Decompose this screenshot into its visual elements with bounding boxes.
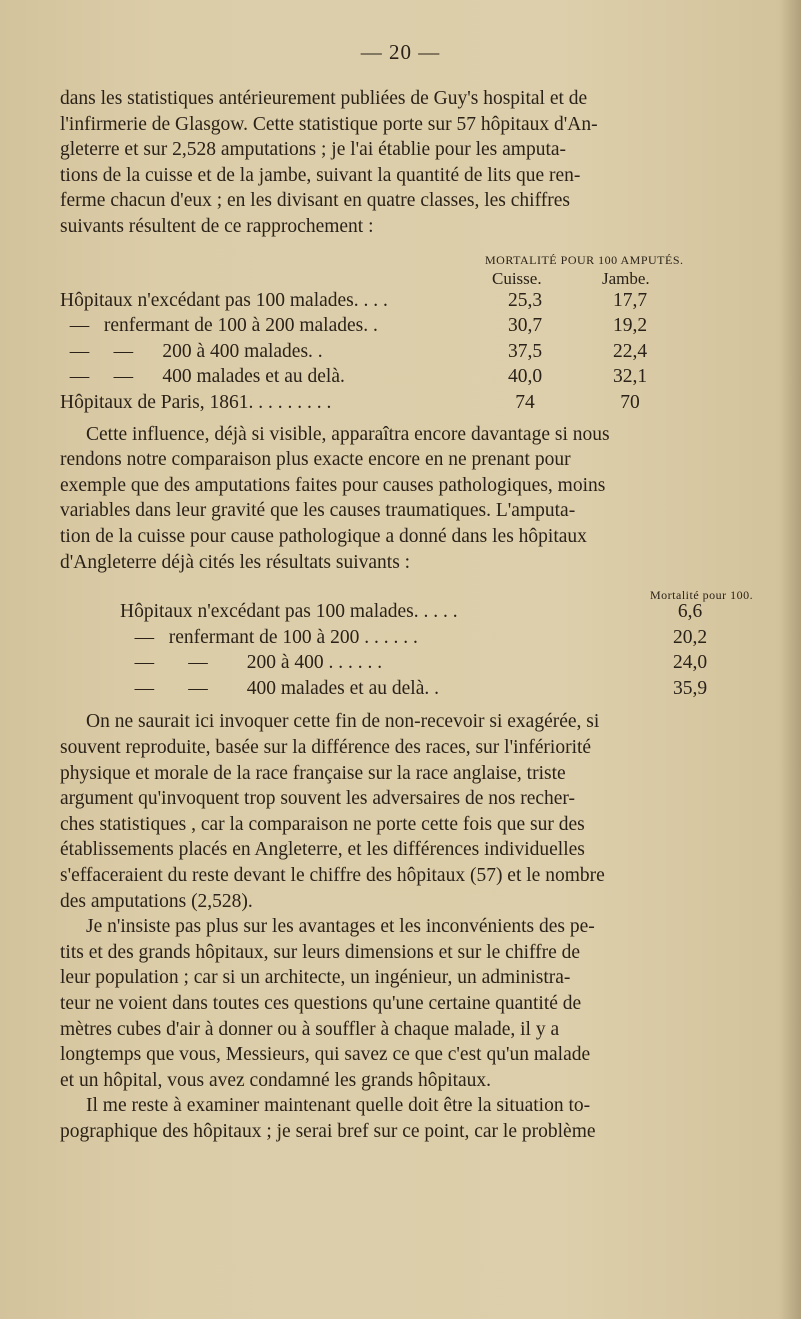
mortality-table-2 — [60, 579, 754, 701]
row-label: Hôpitaux n'excédant pas 100 malades. . . . — [60, 289, 388, 311]
text-line: tion de la cuisse pour cause pathologique a donné dans les hôpitaux — [60, 525, 587, 547]
text-line: argument qu'invoquent trop souvent les adversaires de nos recher- — [60, 788, 576, 810]
table-row — [60, 339, 740, 365]
text-line: exemple que des amputations faites pour causes pathologiques, moins — [60, 474, 606, 496]
text-line: suivants résultent de ce rapprochement : — [60, 215, 374, 237]
paragraph-3 — [60, 709, 740, 914]
text-line: physique et morale de la race française sur la race anglaise, triste — [60, 762, 566, 784]
text-line: établissements placés en Angleterre, et les différences individuelles — [60, 839, 585, 861]
jambe-value: 22,4 — [612, 340, 648, 362]
text-line: ches statistiques , car la comparaison ne porte cette fois que sur des — [60, 813, 585, 835]
text-line: mètres cubes d'air à donner ou à souffler à chaque malade, il y a — [60, 1018, 560, 1040]
mortality-value: 20,2 — [672, 626, 708, 648]
jambe-value: 19,2 — [612, 315, 648, 337]
row-label: — renfermant de 100 à 200 malades. . — [60, 315, 378, 337]
text-line: pographique des hôpitaux ; je serai bref sur ce point, car le problème — [60, 1120, 596, 1142]
text-line: Cette influence, déjà si visible, apparaîtra encore davantage si nous — [86, 423, 610, 445]
text-line: et un hôpital, vous avez condamné les grands hôpitaux. — [60, 1069, 492, 1091]
row-label: — — 200 à 400 . . . . . . — [120, 652, 383, 674]
table-row — [60, 313, 740, 339]
table-row — [60, 390, 740, 416]
text-line: Il me reste à examiner maintenant quelle doit être la situation to- — [86, 1095, 591, 1117]
row-label: — — 200 à 400 malades. . — [60, 340, 323, 362]
cuisse-value: 30,7 — [507, 315, 543, 337]
text-line: variables dans leur gravité que les causes traumatiques. L'amputa- — [60, 500, 576, 522]
text-line: gleterre et sur 2,528 amputations ; je l'ai établie pour les amputa- — [60, 139, 567, 161]
row-label: — — 400 malades et au delà. . — [120, 677, 439, 699]
paragraph-1 — [60, 86, 740, 240]
text-line: s'effaceraient du reste devant le chiffre des hôpitaux (57) et le nombre — [60, 865, 605, 887]
mortality-value: 6,6 — [677, 601, 703, 623]
row-label: Hôpitaux n'excédant pas 100 malades. . . . . — [120, 601, 458, 623]
column-header-cuisse: Cuisse. — [492, 268, 542, 288]
table-row — [60, 650, 740, 676]
paragraph-2 — [60, 422, 740, 576]
cuisse-value: 74 — [515, 391, 535, 413]
text-line: longtemps que vous, Messieurs, qui savez ce que c'est qu'un malade — [60, 1044, 591, 1066]
text-line: tits et des grands hôpitaux, sur leurs dimensions et sur le chiffre de — [60, 941, 581, 963]
text-line: d'Angleterre déjà cités les résultats suivants : — [60, 551, 411, 573]
text-line: Je n'insiste pas plus sur les avantages et les inconvénients des pe- — [86, 916, 595, 938]
text-line: On ne saurait ici invoquer cette fin de non-recevoir si exagérée, si — [86, 711, 600, 733]
text-line: tions de la cuisse et de la jambe, suivant la quantité de lits que ren- — [60, 164, 581, 186]
table-row — [60, 288, 740, 314]
column-header-jambe: Jambe. — [602, 268, 650, 288]
text-line: dans les statistiques antérieurement publiées de Guy's hospital et de — [60, 88, 588, 109]
cuisse-value: 37,5 — [507, 340, 543, 362]
page-content — [60, 86, 754, 1145]
cuisse-value: 25,3 — [507, 289, 543, 311]
table-2-caption: Mortalité pour 100. — [650, 588, 754, 603]
text-line: teur ne voient dans toutes ces questions qu'une certaine quantité de — [60, 993, 582, 1014]
page-edge-shadow — [779, 0, 801, 1319]
text-line: rendons notre comparaison plus exacte encore en ne prenant pour — [60, 449, 571, 471]
text-line: des amputations (2,528). — [60, 890, 253, 912]
jambe-value: 32,1 — [612, 366, 648, 388]
paragraph-4 — [60, 914, 740, 1093]
paragraph-5 — [60, 1093, 740, 1144]
row-label: — — 400 malades et au delà. — [60, 366, 345, 388]
table-row — [60, 625, 740, 651]
table-1-caption: MORTALITÉ POUR 100 AMPUTÉS. — [485, 252, 684, 267]
jambe-value: 70 — [620, 391, 640, 413]
table-row — [60, 599, 740, 625]
page-number: — 20 — — [360, 40, 441, 64]
mortality-value: 24,0 — [672, 652, 708, 674]
table-row — [60, 364, 740, 390]
text-line: l'infirmerie de Glasgow. Cette statistique porte sur 57 hôpitaux d'An- — [60, 113, 598, 135]
text-line: ferme chacun d'eux ; en les divisant en quatre classes, les chiffres — [60, 190, 570, 212]
mortality-value: 35,9 — [672, 677, 708, 699]
text-line: souvent reproduite, basée sur la différence des races, sur l'infériorité — [60, 737, 592, 759]
text-line: leur population ; car si un architecte, un ingénieur, un administra- — [60, 967, 571, 989]
jambe-value: 17,7 — [612, 289, 648, 311]
row-label: — renfermant de 100 à 200 . . . . . . — [120, 626, 418, 648]
mortality-table-1 — [60, 246, 740, 416]
cuisse-value: 40,0 — [507, 366, 543, 388]
row-label: Hôpitaux de Paris, 1861. . . . . . . . . — [60, 391, 332, 413]
table-row — [60, 676, 740, 702]
